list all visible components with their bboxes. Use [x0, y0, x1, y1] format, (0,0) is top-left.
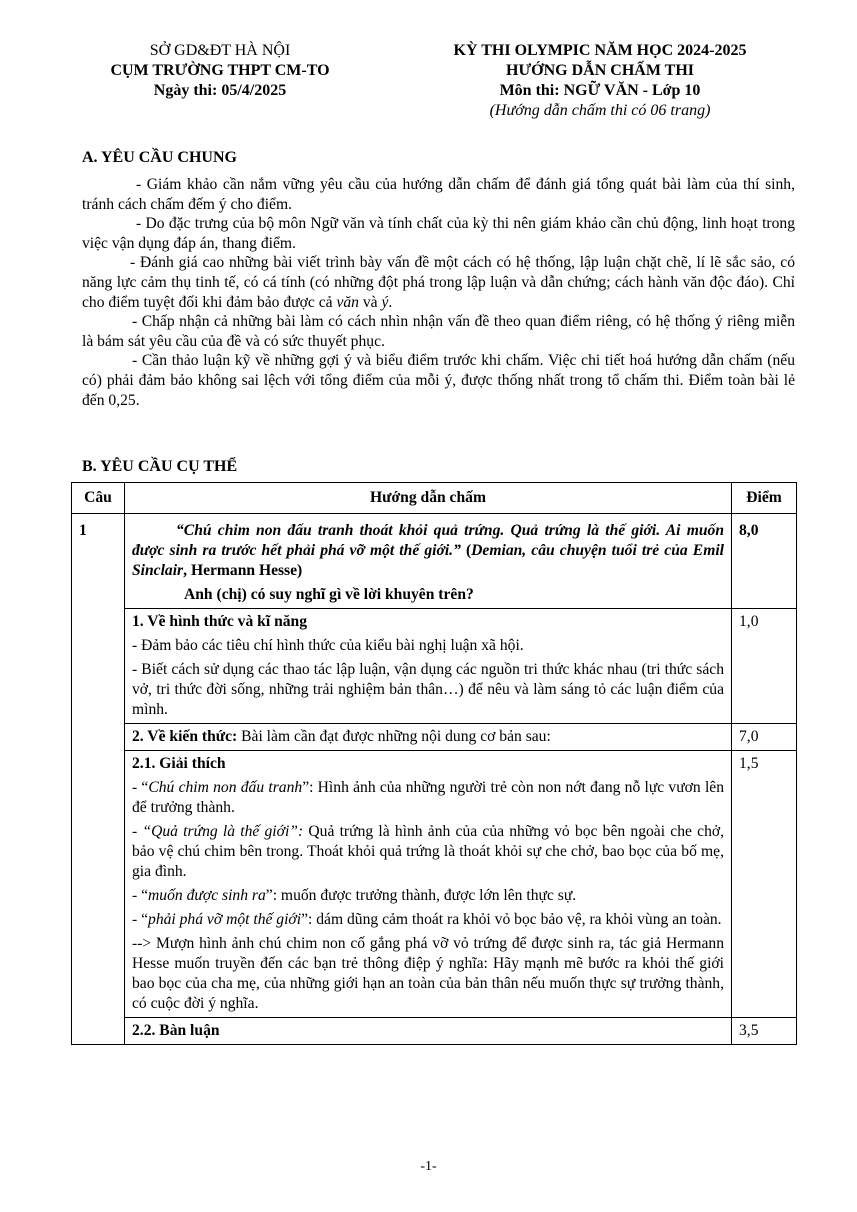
table-row: [72, 514, 797, 609]
criteria-text: - “phải phá vỡ một thế giới”: dám dũng cảm thoát ra khỏi vỏ bọc bảo vệ, ra khỏi vùng an toàn.: [132, 911, 722, 928]
criteria-score: 3,5: [732, 1018, 797, 1045]
criteria-knowledge: [125, 724, 732, 751]
criteria-form-skill: [125, 609, 732, 724]
criteria-discussion: [125, 1018, 732, 1045]
section-b-title: B. YÊU CẦU CỤ THỂ: [82, 458, 238, 475]
criteria-explanation: [125, 751, 732, 1018]
criteria-score: 1,0: [732, 609, 797, 724]
question-score: 8,0: [732, 514, 797, 609]
exam-date: Ngày thi: 05/4/2025: [153, 82, 287, 99]
exam-name: KỲ THI OLYMPIC NĂM HỌC 2024-2025: [453, 42, 747, 59]
question-prompt: [125, 514, 732, 609]
grading-table: [71, 482, 797, 1045]
criteria-text: - Đảm bảo các tiêu chí hình thức của kiểu bài nghị luận xã hội.: [132, 637, 524, 654]
header-huong-dan: Hướng dẫn chấm: [125, 483, 732, 514]
header-diem: Điểm: [732, 483, 797, 514]
prompt-quote: “Chú chim non đấu tranh thoát khỏi quả trứng. Quả trứng là thế giới. Ai muốn được sinh ra trước hết phải phá vỡ một thế giới.” (Demian, câu chuyện tuổi trẻ của Emil Sinclair, Hermann Hesse): [132, 522, 724, 579]
page-number: -1-: [420, 1159, 437, 1174]
general-item-2: - Do đặc trưng của bộ môn Ngữ văn và tính chất của kỳ thi nên giám khảo cần chủ động, linh hoạt trong việc vận dụng đáp án, thang điểm.: [82, 215, 795, 252]
table-row: [72, 751, 797, 1018]
prompt-question: Anh (chị) có suy nghĩ gì về lời khuyên trên?: [184, 586, 474, 603]
table-header-row: [72, 483, 797, 514]
header-cau: Câu: [72, 483, 125, 514]
school-cluster: CỤM TRƯỜNG THPT CM-TO: [110, 62, 330, 79]
criteria-title: 2.1. Giải thích: [132, 755, 226, 772]
criteria-score: 1,5: [732, 751, 797, 1018]
section-a-title: A. YÊU CẦU CHUNG: [82, 149, 237, 166]
criteria-text: - “Chú chim non đấu tranh”: Hình ảnh của những người trẻ còn non nớt đang nỗ lực vươn lên để trưởng thành.: [132, 779, 725, 816]
general-item-3: - Đánh giá cao những bài viết trình bày vấn đề một cách có hệ thống, lập luận chặt chẽ, lí lẽ sắc sảo, có năng lực cảm thụ tinh tế, có cá tính (có những đột phá trong lập luận và dẫn chứng; cách hành văn độc đáo). Chỉ cho điểm tuyệt đối khi đảm bảo được cả văn và ý.: [82, 254, 795, 311]
criteria-text: - “muốn được sinh ra”: muốn được trưởng thành, được lớn lên thực sự.: [132, 887, 577, 904]
criteria-title: 2. Về kiến thức:: [132, 728, 238, 745]
question-number: 1: [72, 514, 125, 1045]
general-item-4: - Chấp nhận cả những bài làm có cách nhìn nhận vấn đề theo quan điểm riêng, có hệ thống ý riêng miễn là bám sát yêu cầu của đề và có sức thuyết phục.: [82, 313, 795, 350]
general-item-1: - Giám khảo cần nắm vững yêu cầu của hướng dẫn chấm để đánh giá tổng quát bài làm của thí sinh, tránh cách chấm đếm ý cho điểm.: [82, 176, 795, 213]
criteria-text: - “Quả trứng là thế giới”: Quả trứng là hình ảnh của của những vỏ bọc bên ngoài che chở, bảo vệ chú chim bên trong. Thoát khỏi quả trứng là thoát khỏi sự che chở, bao bọc của bố mẹ, gia đình.: [132, 823, 725, 880]
page-count-note: (Hướng dẫn chấm thi có 06 trang): [489, 102, 711, 119]
criteria-text: --> Mượn hình ảnh chú chim non cố gắng phá vỡ vỏ trứng để được sinh ra, tác giả Hermann Hesse muốn truyền đến các bạn trẻ thông điệp ý nghĩa: Hãy mạnh mẽ bước ra khỏi thế giới bao bọc của cha mẹ, của những giới hạn an toàn của bản thân nếu muốn thực sự trưởng thành, có cuộc đời ý nghĩa.: [132, 935, 724, 1012]
criteria-title: 1. Về hình thức và kĩ năng: [132, 613, 308, 630]
section-a-body: [82, 175, 795, 410]
table-row: [72, 724, 797, 751]
document-title: HƯỚNG DẪN CHẤM THI: [506, 62, 694, 79]
criteria-title: 2.2. Bàn luận: [132, 1022, 220, 1039]
criteria-text: Bài làm cần đạt được những nội dung cơ bản sau:: [237, 728, 551, 745]
general-item-5: - Cần thảo luận kỹ về những gợi ý và biểu điểm trước khi chấm. Việc chi tiết hoá hướng dẫn chấm (nếu có) phải đảm bảo không sai lệch với tổng điểm của mỗi ý, được thống nhất trong tổ chấm thi. Điểm toàn bài lẻ đến 0,25.: [82, 352, 795, 409]
department-name: SỞ GD&ĐT HÀ NỘI: [149, 42, 291, 59]
header-right: [400, 41, 800, 121]
criteria-score: 7,0: [732, 724, 797, 751]
subject-line: Môn thi: NGỮ VĂN - Lớp 10: [499, 82, 701, 99]
table-row: [72, 1018, 797, 1045]
criteria-text: - Biết cách sử dụng các thao tác lập luận, vận dụng các nguồn tri thức khác nhau (tri thức sách vở, tri thức đời sống, những trải nghiệm bản thân…) để nêu và làm sáng tỏ các luận điểm của mình.: [132, 661, 724, 718]
header-left: [70, 41, 370, 101]
table-row: [72, 609, 797, 724]
